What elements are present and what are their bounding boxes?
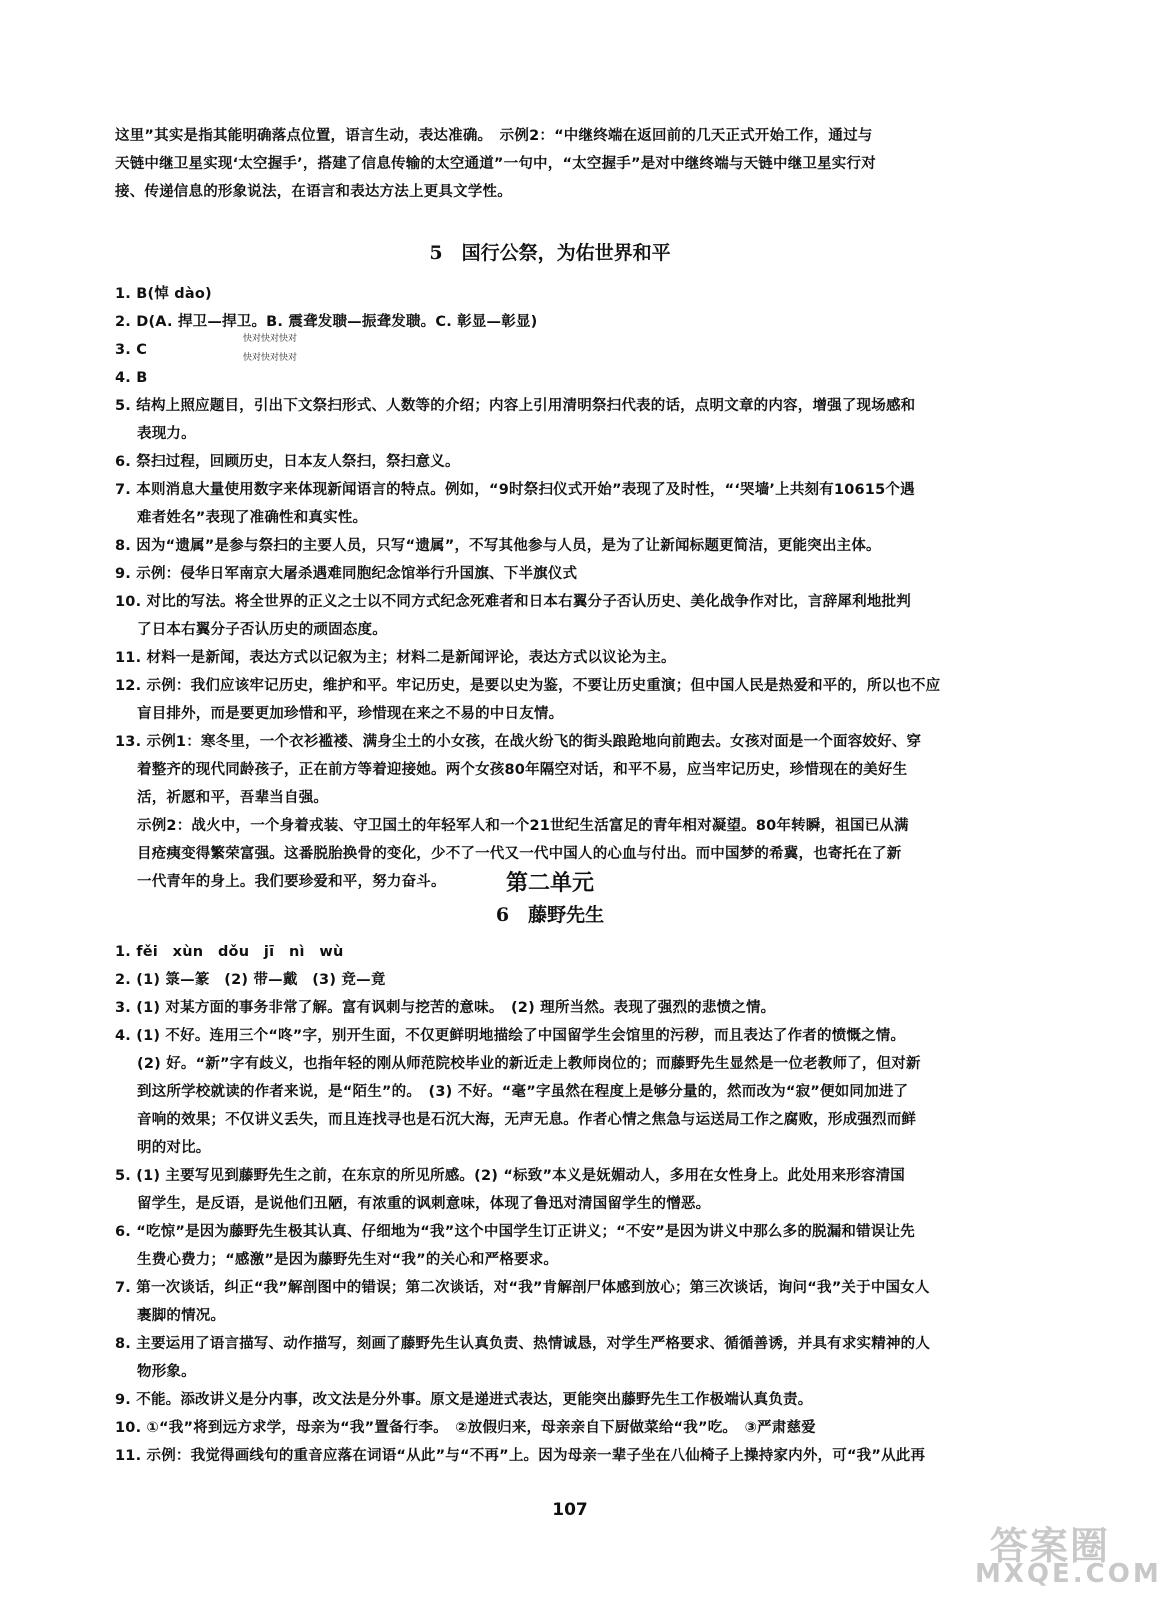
answer-line: 着整齐的现代同龄孩子，正在前方等着迎接她。两个女孩80年隔空对话，和平不易，应当牢记历史，珍惜现在的美好生 (137, 762, 908, 778)
answer-item (115, 588, 985, 644)
watermark-logo (975, 1515, 1162, 1595)
answer-line: 到这所学校就读的作者来说，是“陌生”的。 (3) 不好。“毫”字虽然在程度上是够分量的，然而改为“寂”便如同加进了 (137, 1084, 909, 1100)
answer-item (115, 1274, 985, 1330)
answer-line: 5. (1) 主要写见到藤野先生之前，在东京的所见所感。(2) “标致”本义是妩媚动人，多用在女性身上。此处用来形容清国 (115, 1168, 905, 1184)
answer-item (115, 364, 985, 392)
answer-line: 示例2：战火中，一个身着戎装、守卫国土的年轻军人和一个21世纪生活富足的青年相对凝望。80年转瞬，祖国已从满 (137, 818, 909, 834)
answer-line: 6. 祭扫过程，回顾历史，日本友人祭扫，祭扫意义。 (115, 454, 460, 470)
lesson-5-title: 5 国行公祭，为佑世界和平 (429, 242, 671, 264)
watermark-domain: MXQE.COM (975, 1559, 1162, 1589)
answer-line: 10. ①“我”将到远方求学，母亲为“我”置备行李。 ②放假归来，母亲亲自下厨做菜给“我”吃。 ③严肃慈爱 (115, 1420, 816, 1436)
answer-line: 一代青年的身上。我们要珍爱和平，努力奋斗。 (137, 874, 446, 890)
answer-item (115, 280, 985, 308)
answer-item (115, 476, 985, 532)
answer-line: 2. (1) 箓—篆 (2) 带—戴 (3) 竞—竟 (115, 972, 386, 988)
text-line: 接、传递信息的形象说法，在语言和表达方法上更具文学性。 (115, 184, 512, 200)
answer-line: 9. 不能。添改讲义是分内事，改文法是分外事。原文是递进式表达，更能突出藤野先生工作极端认真负责。 (115, 1392, 813, 1408)
answer-line: 4. B (115, 370, 148, 386)
answer-line: 11. 示例：我觉得画线句的重音应落在词语“从此”与“不再”上。因为母亲一辈子坐在八仙椅子上操持家内外，可“我”从此再 (115, 1448, 926, 1464)
answer-item (115, 1162, 985, 1218)
watermark-text: 答案圈 (989, 1523, 1110, 1568)
answer-line: 3. (1) 对某方面的事务非常了解。富有讽刺与挖苦的意味。 (2) 理所当然。表现了强烈的悲愤之情。 (115, 1000, 776, 1016)
answer-line: 8. 因为“遗属”是参与祭扫的主要人员，只写“遗属”，不写其他参与人员，是为了让新闻标题更简洁，更能突出主体。 (115, 538, 881, 554)
answer-item (115, 1022, 985, 1050)
answer-item (115, 448, 985, 476)
answer-line: 8. 主要运用了语言描写、动作描写，刻画了藤野先生认真负责、热情诚恳，对学生严格要求、循循善诱，并具有求实精神的人 (115, 1336, 931, 1352)
faint-note: 快对快对快对 (243, 353, 298, 363)
answer-item (115, 1330, 985, 1386)
lesson-6-title: 6 藤野先生 (495, 904, 605, 926)
answer-item (115, 938, 985, 966)
answer-line: 4. (1) 不好。连用三个“咚”字，别开生面，不仅更鲜明地描绘了中国留学生会馆里的污秽，而且表达了作者的愤慨之情。 (115, 1028, 906, 1044)
answer-line: 表现力。 (137, 426, 196, 442)
text-line: 天链中继卫星实现‘太空握手’，搭建了信息传输的太空通道”一句中，“太空握手”是对中继终端与天链中继卫星实行对 (115, 156, 876, 172)
answer-item (115, 644, 985, 672)
answer-item (115, 994, 985, 1022)
answer-item (115, 308, 985, 336)
answer-line: 盲目排外，而是要更加珍惜和平，珍惜现在来之不易的中日友情。 (137, 706, 564, 722)
answer-line: 11. 材料一是新闻，表达方式以记叙为主；材料二是新闻评论，表达方式以议论为主。 (115, 650, 676, 666)
answer-item (115, 1050, 985, 1162)
answer-item (115, 1442, 985, 1470)
answer-line: 2. D(A. 捍卫—捍卫。B. 震聋发聩—振聋发聩。C. 彰显—彰显) (115, 314, 538, 330)
answer-item (115, 728, 985, 812)
answer-item (115, 392, 985, 448)
answer-line: 12. 示例：我们应该牢记历史，维护和平。牢记历史，是要以史为鉴，不要让历史重演；但中国人民是热爱和平的，所以也不应 (115, 678, 941, 694)
unit-2-section (115, 868, 985, 1470)
answer-line: 7. 本则消息大量使用数字来体现新闻语言的特点。例如，“9时祭扫仪式开始”表现了及时性，“‘哭墙’上共刻有10615个遇 (115, 482, 915, 498)
answer-item (115, 1386, 985, 1414)
answer-line: 1. B(悼 dào) (115, 286, 212, 302)
answer-item (115, 672, 985, 728)
answer-line: 难者姓名”表现了准确性和真实性。 (137, 510, 368, 526)
lesson-6-answers (115, 938, 985, 1470)
answer-item (115, 1218, 985, 1274)
answer-line: (2) 好。“新”字有歧义，也指年轻的刚从师范院校毕业的新近走上教师岗位的；而藤野先生显然是一位老教师了，但对新 (137, 1056, 921, 1072)
answer-item (115, 1414, 985, 1442)
text-line: 这里”其实是指其能明确落点位置，语言生动，表达准确。 示例2：“中继终端在返回前的几天正式开始工作，通过与 (115, 128, 873, 144)
answer-line: 活，祈愿和平，吾辈当自强。 (137, 790, 329, 806)
intro-block (115, 122, 985, 206)
answer-item (115, 532, 985, 560)
answer-line: 明的对比。 (137, 1140, 211, 1156)
answer-line: 1. fěi xùn dǒu jī nì wù (115, 944, 344, 960)
answer-line: 了日本右翼分子否认历史的顽固态度。 (137, 622, 387, 638)
lesson-5-answers (115, 280, 985, 896)
answer-line: 6. “吃惊”是因为藤野先生极其认真、仔细地为“我”这个中国学生订正讲义；“不安”是因为讲义中那么多的脱漏和错误让先 (115, 1224, 915, 1240)
answer-line: 3. C (115, 342, 148, 358)
unit-title: 第二单元 (505, 870, 594, 896)
page-number: 107 (552, 1500, 588, 1520)
answer-line: 留学生，是反语，是说他们丑陋，有浓重的讽刺意味，体现了鲁迅对清国留学生的憎恶。 (137, 1196, 711, 1212)
answer-item (115, 966, 985, 994)
answer-line: 9. 示例：侵华日军南京大屠杀遇难同胞纪念馆举行升国旗、下半旗仪式 (115, 566, 578, 582)
answer-line: 物形象。 (137, 1364, 196, 1380)
answer-line: 13. 示例1：寒冬里，一个衣衫褴褛、满身尘土的小女孩，在战火纷飞的街头踉跄地向前跑去。女孩对面是一个面容姣好、穿 (115, 734, 922, 750)
answer-line: 10. 对比的写法。将全世界的正义之士以不同方式纪念死难者和日本右翼分子否认历史、美化战争作对比，言辞犀利地批判 (115, 594, 911, 610)
answer-line: 生费心费力；“感激”是因为藤野先生对“我”的关心和严格要求。 (137, 1252, 559, 1268)
answer-line: 裹脚的情况。 (137, 1308, 226, 1324)
answer-line: 目疮痍变得繁荣富强。这番脱胎换骨的变化，少不了一代又一代中国人的心血与付出。而中国梦的希冀，也寄托在了新 (137, 846, 902, 862)
answer-line: 7. 第一次谈话，纠正“我”解剖图中的错误；第二次谈话，对“我”肯解剖尸体感到放心；第三次谈话，询问“我”关于中国女人 (115, 1280, 930, 1296)
answer-item (115, 560, 985, 588)
answer-line: 音响的效果；不仅讲义丢失，而且连找寻也是石沉大海，无声无息。作者心情之焦急与运送局工作之腐败，形成强烈而鲜 (137, 1112, 917, 1128)
faint-note: 快对快对快对 (243, 334, 298, 344)
answer-line: 5. 结构上照应题目，引出下文祭扫形式、人数等的介绍；内容上引用清明祭扫代表的话，点明文章的内容，增强了现场感和 (115, 398, 916, 414)
